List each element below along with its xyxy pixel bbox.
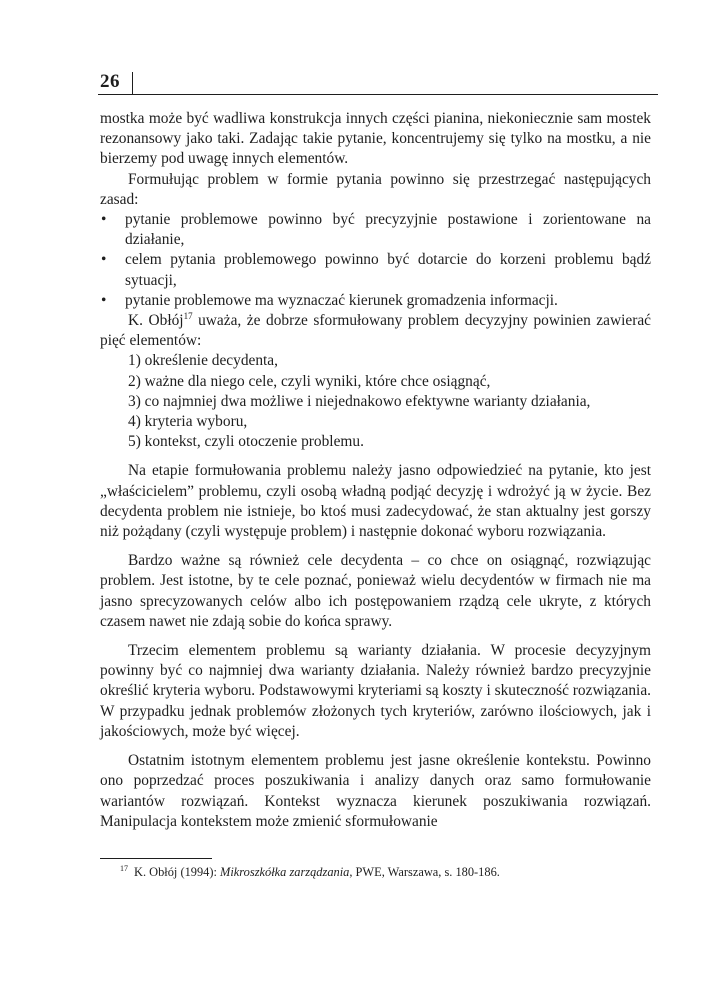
list-item: • celem pytania problemowego powinno być dotarcie do korzeni problemu bądź sytuacji,	[100, 250, 651, 290]
list-item: 3) co najmniej dwa możliwe i niejednakowo efektywne warianty działania,	[128, 392, 591, 410]
footnote-reference: 17	[183, 311, 193, 322]
paragraph-text: uważa, że dobrze sformułowany problem decyzyjny powinien zawierać pięć elementów:	[100, 312, 651, 350]
rules-list	[100, 210, 651, 311]
footnote-title: Mikroszkółka zarządzania	[220, 865, 350, 879]
list-item: 1) określenie decydenta,	[128, 352, 278, 370]
list-item: 5) kontekst, czyli otoczenie problemu.	[128, 433, 364, 451]
paragraph-continuation: mostka może być wadliwa konstrukcja innych części pianina, niekoniecznie sam mostek rezonansowy jako taki. Zadając takie pytanie, koncentrujemy się tylko na mostku, a nie bierzemy pod uwagę innych elementów.	[100, 110, 651, 168]
page-number: 26	[100, 71, 120, 92]
paragraph-rules-intro: Formułując problem w formie pytania powinno się przestrzegać następujących zasad:	[100, 170, 651, 208]
running-header	[98, 66, 658, 96]
list-item: • pytanie problemowe ma wyznaczać kierunek gromadzenia informacji.	[100, 291, 651, 311]
paragraph-decision-maker: Na etapie formułowania problemu należy jasno odpowiedzieć na pytanie, kto jest „właścicielem” problemu, czyli osobą władną podjąć decyzję i wdrożyć ją w życie. Bez decydenta problem nie istnieje, bo ktoś musi zadecydować, że stan aktualny jest gorszy niż pożądany (czyli występuje problem) i następnie dokonać wyboru rozwiązania.	[100, 462, 651, 541]
footnote-publication: , PWE, Warszawa, s. 180-186.	[349, 865, 500, 879]
author-name: K. Obłój	[128, 312, 184, 330]
list-item: • pytanie problemowe powinno być precyzyjnie postawione i zorientowane na działanie,	[100, 210, 651, 250]
header-rule	[98, 94, 658, 95]
footnote-number: 17	[120, 864, 128, 873]
elements-list	[100, 351, 651, 452]
footnote	[120, 864, 640, 880]
footnote-rule	[100, 858, 212, 859]
body-text	[100, 109, 651, 832]
paragraph-oblój	[100, 311, 651, 351]
paragraph-variants: Trzecim elementem problemu są warianty działania. W procesie decyzyjnym powinny być co najmniej dwa warianty działania. Należy również bardzo precyzyjnie określić kryteria wyboru. Podstawowymi kryteriami są koszty i skuteczność rozwiązania. W przypadku jednak problemów złożonych tych kryteriów, zarówno ilościowych, jak i jakościowych, może być więcej.	[100, 642, 651, 740]
list-item: 2) ważne dla niego cele, czyli wyniki, które chce osiągnąć,	[128, 372, 491, 390]
paragraph-context: Ostatnim istotnym elementem problemu jest jasne określenie kontekstu. Powinno ono poprzedzać proces poszukiwania i analizy danych oraz samo formułowanie wariantów rozwiązań. Kontekst wyznacza kierunek poszukiwania rozwiązań. Manipulacja kontekstem może zmienić sformułowanie	[100, 752, 651, 830]
list-item: 4) kryteria wyboru,	[128, 413, 248, 431]
footnote-author: K. Obłój (1994):	[134, 865, 221, 879]
paragraph-goals: Bardzo ważne są również cele decydenta – co chce on osiągnąć, rozwiązując problem. Jest istotne, by te cele poznać, ponieważ wielu decydentów w firmach nie ma jasno sprecyzowanych celów albo ich postępowaniem rządzą cele ukryte, z których czasem nawet nie zdają sobie do końca sprawy.	[100, 552, 651, 630]
header-divider-tick	[132, 72, 133, 94]
